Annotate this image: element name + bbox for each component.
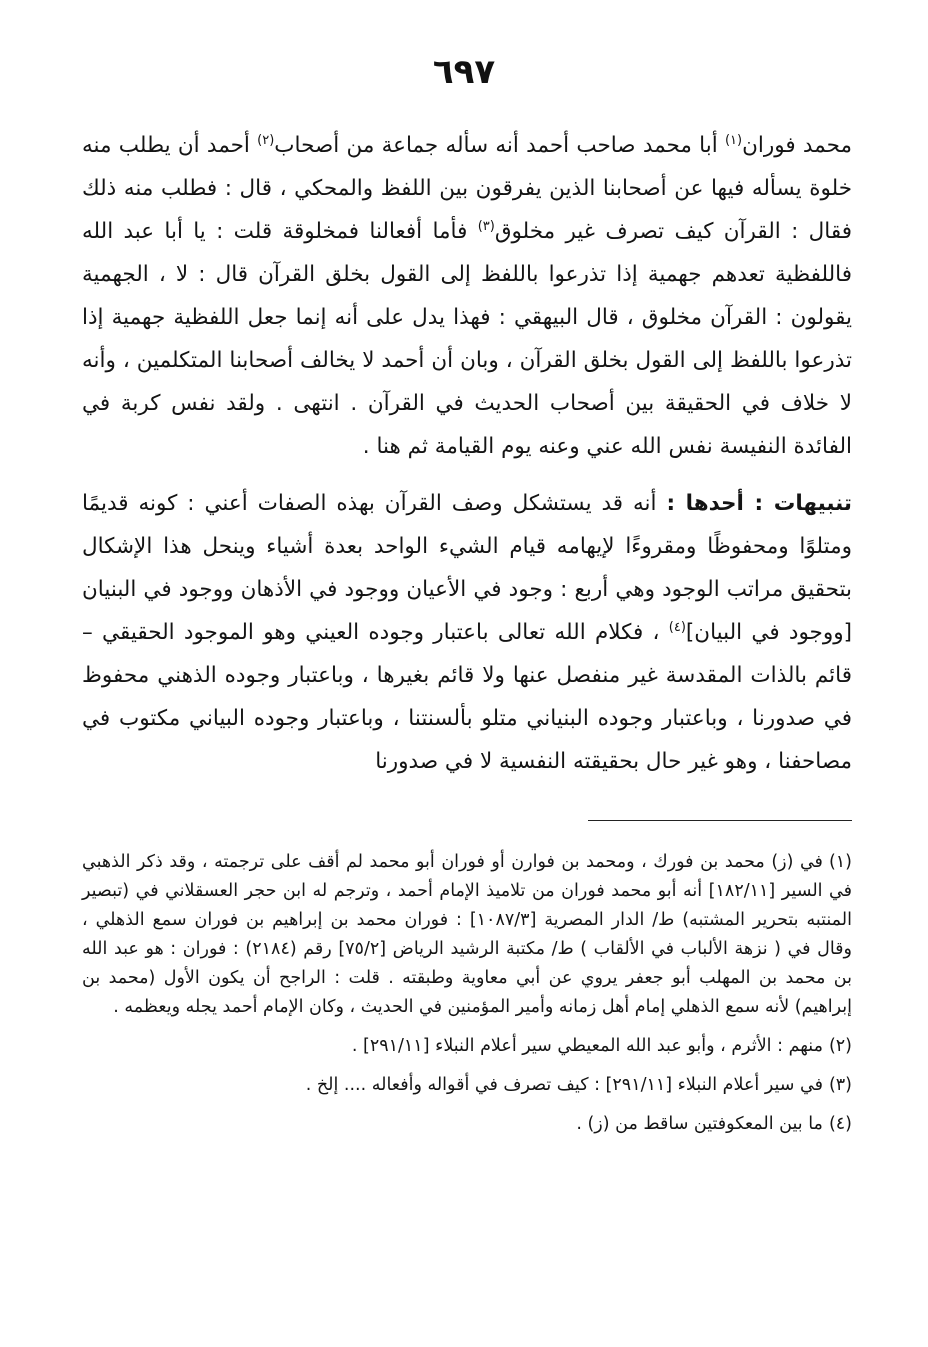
footnote-text: ما بين المعكوفتين ساقط من (ز) . — [576, 1114, 823, 1134]
footnote-4 — [82, 1110, 852, 1139]
footnote-1 — [82, 848, 852, 1022]
footnote-separator — [588, 820, 852, 821]
footnote-number: (٣) — [828, 1075, 852, 1095]
footnote-text: في سير أعلام النبلاء [٢٩١/١١] : كيف تصرف في أقواله وأفعاله .... إلخ . — [305, 1075, 823, 1095]
paragraph-1-part-3: أحمد أن يطلب منه خلوة يسأله فيها عن أصحابنا الذين يفرقون بين اللفظ والمحكي ، قال : فطلب منه ذلك فقال : القرآن كيف تصرف غير مخلوق — [82, 133, 852, 244]
paragraph-2-part-2: ، فكلام الله تعالى باعتبار وجوده العيني وهو الموجود الحقيقي – قائم بالذات المقدسة غير منفصل عنها ولا قائم بغيرها ، وباعتبار وجوده الذهني محفوظ في صدورنا ، وباعتبار وجوده البنياني متلو بألسنتنا ، وباعتبار وجوده البياني مكتوب في مصاحفنا ، وهو غير حال بحقيقته النفسية لا في صدورنا — [82, 620, 852, 774]
footnote-3 — [82, 1071, 852, 1100]
footnote-2 — [82, 1032, 852, 1061]
footnote-text: في (ز) محمد بن فورك ، ومحمد بن فوارن أو فوران أبو محمد لم أقف على ترجمته ، وقد ذكر الذهبي في السير [١٨٢/١١] أنه أبو محمد فوران من تلاميذ الإمام أحمد ، وترجم له ابن حجر العسقلاني في (تبصير المنتبه بتحرير المشتبه) ط/ الدار المصرية [١٠٨٧/٣] : فوران محمد بن إبراهيم بن فوران سمع الذهلي ، وقال في ( نزهة الألباب في الألقاب ) ط/ مكتبة الرشيد الرياض [٧٥/٢] رقم (٢١٨٤) : فوران : هو عبد الله بن محمد بن المهلب أبو جعفر يروي عن أبي معاوية وطبقته . قلت : الراجح أن يكون الأول (محمد بن إبراهيم) لأنه سمع الذهلي إمام أهل زمانه وأمير المؤمنين في الحديث ، وكان الإمام أحمد يجله ويعظمه . — [82, 852, 852, 1017]
paragraph-2 — [82, 482, 852, 783]
footnote-ref-4: (٤) — [668, 619, 686, 635]
paragraph-1 — [82, 124, 852, 468]
footnote-ref-3: (٣) — [477, 218, 495, 234]
footnote-number: (٤) — [828, 1114, 852, 1134]
footnote-number: (٢) — [828, 1036, 852, 1056]
paragraph-2-part-1: أنه قد يستشكل وصف القرآن بهذه الصفات أعني : كونه قديمًا ومتلوًا ومحفوظًا ومقروءًا لإيهامه قيام الشيء الواحد بعدة أشياء وينحل هذا الإشكال بتحقيق مراتب الوجود وهي أربع : وجود في الأعيان ووجود في الأذهان ووجود في البنيان [ووجود في البيان] — [82, 491, 853, 645]
footnote-ref-2: (٢) — [257, 132, 275, 148]
notes-heading: تنبيهات : أحدها : — [666, 491, 852, 516]
main-text — [82, 124, 852, 783]
paragraph-1-part-4: فأما أفعالنا فمخلوقة قلت : يا أبا عبد الله فاللفظية تعدهم جهمية إذا تذرعوا باللفظ إلى القول بخلق القرآن قال : لا ، الجهمية يقولون : القرآن مخلوق ، قال البيهقي : فهذا يدل على أنه إنما جعل اللفظية جهمية إذا تذرعوا باللفظ إلى القول بخلق القرآن ، وبان أن أحمد لا يخالف أصحابنا المتكلمين ، وأنه لا خلاف في الحقيقة بين أصحاب الحديث في القرآن . انتهى . ولقد نفس كربة في الفائدة النفيسة نفس الله عني وعنه يوم القيامة ثم هنا . — [82, 219, 852, 459]
footnotes — [82, 848, 852, 1149]
paragraph-1-part-1: محمد فوران — [742, 133, 852, 158]
page-number: ٦٩٧ — [432, 52, 496, 92]
footnote-ref-1: (١) — [724, 132, 743, 148]
footnote-number: (١) — [828, 852, 852, 872]
paragraph-1-part-2: أبا محمد صاحب أحمد أنه سأله جماعة من أصحاب — [274, 133, 725, 158]
footnote-text: منهم : الأثرم ، وأبو عبد الله المعيطي سير أعلام النبلاء [٢٩١/١١] . — [351, 1036, 823, 1056]
